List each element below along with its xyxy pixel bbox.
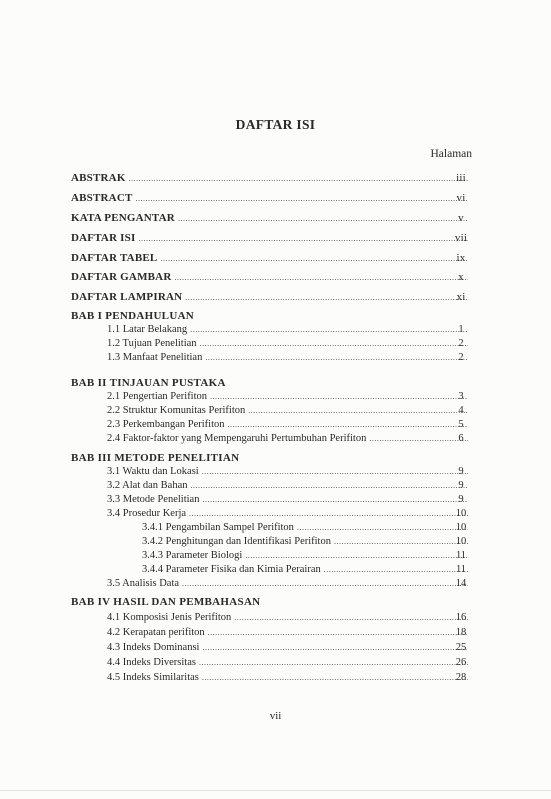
- toc-entry-page: 28: [455, 672, 467, 683]
- toc-entry-label: 2.4 Faktor-faktor yang Mempengaruhi Pertumbuhan Perifiton: [107, 433, 367, 444]
- toc-entry: [142, 564, 471, 578]
- leader-dots: [190, 325, 468, 334]
- toc-entry: [71, 232, 471, 246]
- toc-entry-page: 25: [455, 642, 467, 653]
- leader-dots: [234, 613, 468, 622]
- toc-entry-label: 2.1 Pengertian Perifiton: [107, 391, 208, 402]
- leader-dots: [210, 392, 468, 401]
- chapter-heading: [71, 452, 471, 466]
- toc-entry-page: 9: [458, 466, 464, 477]
- toc-entry: [107, 352, 471, 366]
- toc-entry: [107, 642, 471, 656]
- toc-entry: [107, 672, 471, 686]
- toc-entry-page: 16: [455, 612, 467, 623]
- toc-entry-label: ABSTRAK: [71, 172, 126, 184]
- chapter-heading: [71, 596, 471, 610]
- toc-entry-page: v: [458, 212, 464, 224]
- toc-entry: [107, 612, 471, 626]
- toc-entry-page: ix: [456, 252, 466, 264]
- toc-entry-label: 3.4 Prosedur Kerja: [107, 508, 187, 519]
- leader-dots: [178, 214, 468, 223]
- scan-edge-line: [0, 790, 551, 791]
- toc-entry: [71, 271, 471, 285]
- toc-entry: [71, 252, 471, 266]
- toc-entry-page: 4: [458, 405, 464, 416]
- leader-dots: [202, 673, 468, 682]
- toc-entry-label: 3.3 Metode Penelitian: [107, 494, 200, 505]
- chapter-title: BAB IV HASIL DAN PEMBAHASAN: [71, 596, 261, 608]
- chapter-title: BAB II TINJAUAN PUSTAKA: [71, 377, 226, 389]
- toc-entry-label: 3.1 Waktu dan Lokasi: [107, 466, 199, 477]
- leader-dots: [297, 523, 468, 532]
- toc-entry: [107, 419, 471, 433]
- toc-entry-page: 9: [458, 494, 464, 505]
- leader-dots: [185, 293, 468, 302]
- toc-entry-label: KATA PENGANTAR: [71, 212, 175, 224]
- toc-entry-label: 2.3 Perkembangan Perifiton: [107, 419, 225, 430]
- toc-entry: [142, 522, 471, 536]
- toc-entry: [107, 338, 471, 352]
- toc-entry: [71, 192, 471, 206]
- toc-entry: [107, 578, 471, 592]
- toc-entry-label: 4.1 Komposisi Jenis Perifiton: [107, 612, 232, 623]
- toc-entry: [107, 405, 471, 419]
- leader-dots: [136, 194, 468, 203]
- leader-dots: [248, 406, 468, 415]
- leader-dots: [199, 658, 468, 667]
- toc-entry-label: DAFTAR ISI: [71, 232, 136, 244]
- toc-entry: [107, 508, 471, 522]
- chapter-title: BAB I PENDAHULUAN: [71, 310, 195, 322]
- toc-entry: [71, 172, 471, 186]
- toc-entry-page: 1: [458, 324, 464, 335]
- toc-entry-page: 2: [458, 338, 464, 349]
- toc-entry-page: 18: [455, 627, 467, 638]
- chapter-heading: [71, 377, 471, 391]
- toc-entry: [107, 627, 471, 641]
- toc-entry: [142, 550, 471, 564]
- toc-entry-page: iii: [456, 172, 466, 184]
- toc-entry-label: 1.3 Manfaat Penelitian: [107, 352, 203, 363]
- toc-entry-label: DAFTAR GAMBAR: [71, 271, 172, 283]
- toc-entry-label: 3.5 Analisis Data: [107, 578, 180, 589]
- toc-entry-label: 3.4.2 Penghitungan dan Identifikasi Perifiton: [142, 536, 331, 547]
- toc-entry-label: DAFTAR TABEL: [71, 252, 158, 264]
- toc-entry: [107, 480, 471, 494]
- chapter-title: BAB III METODE PENELITIAN: [71, 452, 240, 464]
- toc-entry-label: 3.4.1 Pengambilan Sampel Perifiton: [142, 522, 294, 533]
- toc-entry-page: 3: [458, 391, 464, 402]
- toc-entry-page: 9: [458, 480, 464, 491]
- toc-entry: [107, 657, 471, 671]
- toc-entry-page: vi: [456, 192, 466, 204]
- toc-entry-page: 10: [455, 536, 467, 547]
- leader-dots: [205, 353, 468, 362]
- toc-entry: [107, 391, 471, 405]
- leader-dots: [138, 234, 468, 243]
- leader-dots: [160, 254, 468, 263]
- leader-dots: [189, 509, 468, 518]
- toc-entry-page: 11: [455, 564, 467, 575]
- toc-entry-label: 3.4.3 Parameter Biologi: [142, 550, 243, 561]
- toc-entry-page: 2: [458, 352, 464, 363]
- toc-entry-page: xi: [456, 291, 466, 303]
- toc-entry: [107, 324, 471, 338]
- toc-entry: [107, 466, 471, 480]
- page-title: DAFTAR ISI: [235, 117, 316, 132]
- toc-entry-label: 4.4 Indeks Diversitas: [107, 657, 196, 668]
- toc-entry-label: DAFTAR LAMPIRAN: [71, 291, 183, 303]
- leader-dots: [228, 420, 468, 429]
- toc-entry: [71, 291, 471, 305]
- toc-entry-page: 10: [455, 522, 467, 533]
- toc-entry-label: 1.2 Tujuan Penelitian: [107, 338, 197, 349]
- toc-entry-label: 4.2 Kerapatan perifiton: [107, 627, 205, 638]
- toc-entry-page: 5: [458, 419, 464, 430]
- toc-entry-label: 4.3 Indeks Dominansi: [107, 642, 200, 653]
- leader-dots: [202, 643, 468, 652]
- toc-entry-label: 3.2 Alat dan Bahan: [107, 480, 188, 491]
- toc-entry-label: 2.2 Struktur Komunitas Perifiton: [107, 405, 246, 416]
- toc-entry-page: 11: [455, 550, 467, 561]
- chapter-heading: [71, 310, 471, 324]
- leader-dots: [334, 537, 468, 546]
- toc-entry-page: 14: [455, 578, 467, 589]
- halaman-label: Halaman: [430, 148, 472, 160]
- toc-entry-page: 6: [458, 433, 464, 444]
- toc-entry: [71, 212, 471, 226]
- toc-entry-page: 10: [455, 508, 467, 519]
- toc-entry-label: ABSTRACT: [71, 192, 133, 204]
- leader-dots: [200, 339, 468, 348]
- leader-dots: [324, 565, 468, 574]
- leader-dots: [174, 273, 468, 282]
- toc-entry-label: 1.1 Latar Belakang: [107, 324, 188, 335]
- toc-entry-page: vii: [454, 232, 468, 244]
- leader-dots: [202, 495, 468, 504]
- toc-entry: [107, 494, 471, 508]
- toc-entry: [107, 433, 471, 447]
- toc-entry-label: 3.4.4 Parameter Fisika dan Kimia Perairan: [142, 564, 321, 575]
- toc-entry-label: 4.5 Indeks Similaritas: [107, 672, 199, 683]
- toc-entry-page: 26: [455, 657, 467, 668]
- leader-dots: [245, 551, 468, 560]
- leader-dots: [129, 174, 468, 183]
- page-number-footer: vii: [269, 710, 282, 722]
- leader-dots: [202, 467, 468, 476]
- toc-entry-page: x: [458, 271, 464, 283]
- toc-entry: [142, 536, 471, 550]
- leader-dots: [190, 481, 468, 490]
- leader-dots: [182, 579, 468, 588]
- leader-dots: [208, 628, 468, 637]
